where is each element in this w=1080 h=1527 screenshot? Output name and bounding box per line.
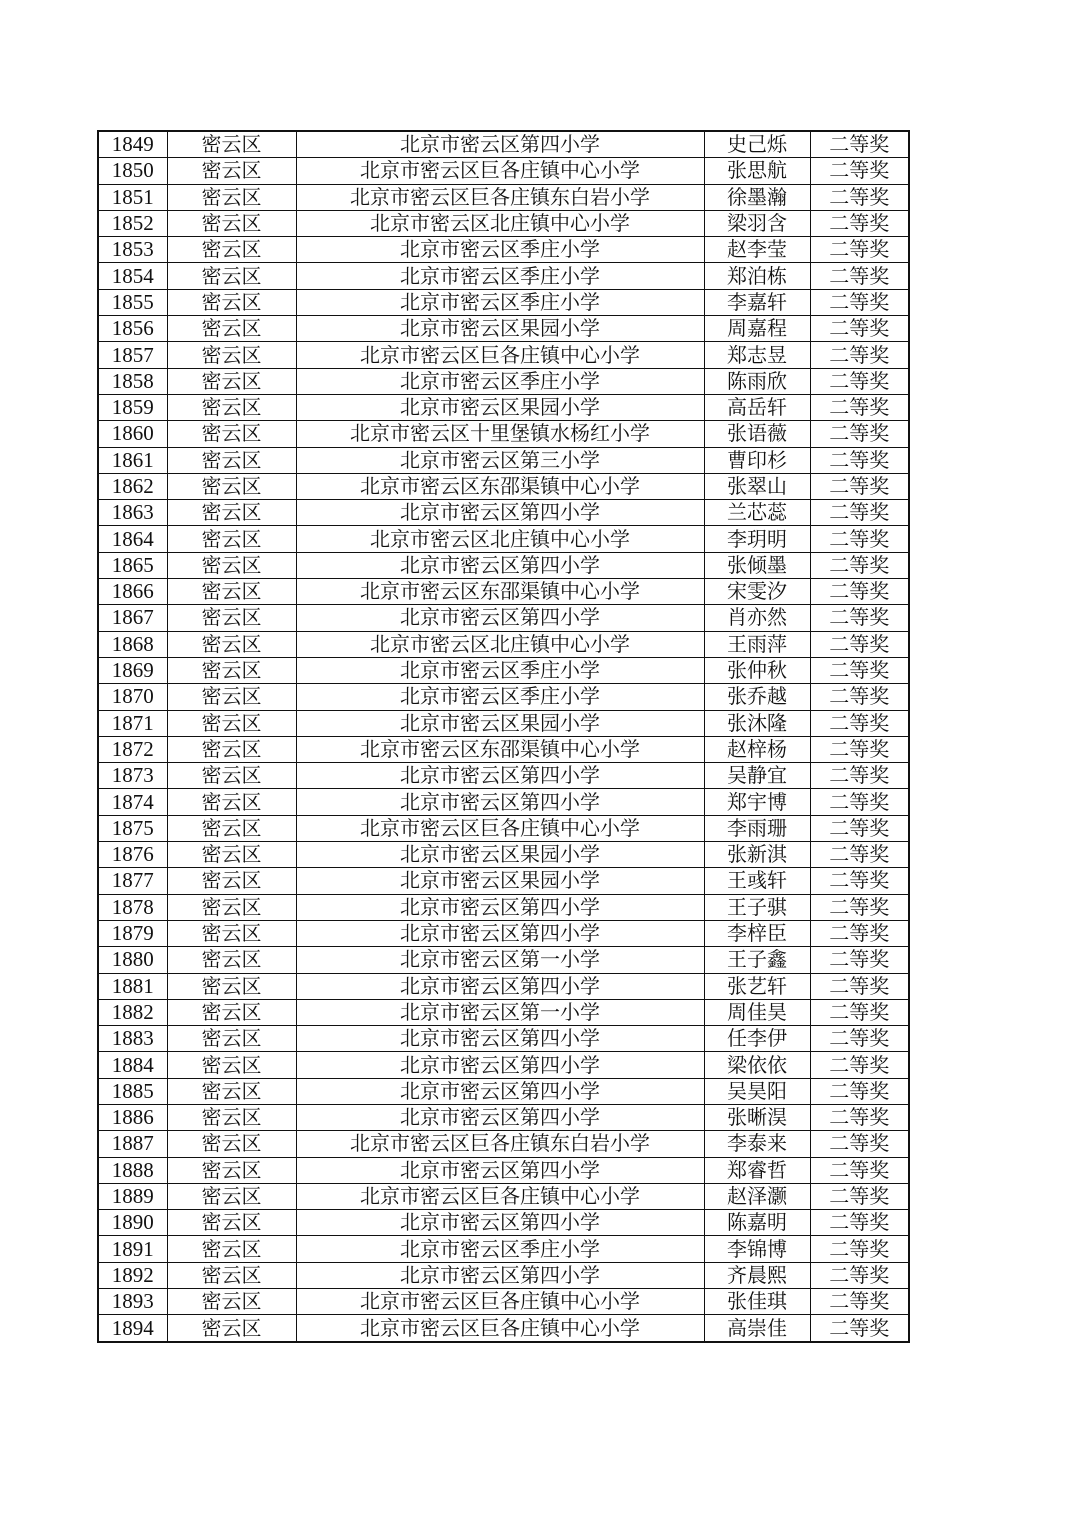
award-level-cell: 二等奖 bbox=[810, 605, 909, 631]
award-level-cell: 二等奖 bbox=[810, 394, 909, 420]
school-cell: 北京市密云区第四小学 bbox=[296, 131, 704, 158]
student-name-cell: 张佳琪 bbox=[704, 1289, 810, 1315]
district-cell: 密云区 bbox=[167, 763, 296, 789]
table-row bbox=[98, 789, 909, 815]
student-name-cell: 高岳轩 bbox=[704, 394, 810, 420]
award-level-cell: 二等奖 bbox=[810, 368, 909, 394]
serial-number-cell: 1891 bbox=[98, 1236, 167, 1262]
district-cell: 密云区 bbox=[167, 158, 296, 184]
serial-number-cell: 1854 bbox=[98, 263, 167, 289]
award-level-cell: 二等奖 bbox=[810, 815, 909, 841]
award-level-cell: 二等奖 bbox=[810, 1157, 909, 1183]
district-cell: 密云区 bbox=[167, 316, 296, 342]
table-row bbox=[98, 131, 909, 158]
serial-number-cell: 1875 bbox=[98, 815, 167, 841]
serial-number-cell: 1851 bbox=[98, 184, 167, 210]
table-row bbox=[98, 1157, 909, 1183]
table-row bbox=[98, 815, 909, 841]
school-cell: 北京市密云区第四小学 bbox=[296, 789, 704, 815]
serial-number-cell: 1871 bbox=[98, 710, 167, 736]
student-name-cell: 郑志昱 bbox=[704, 342, 810, 368]
serial-number-cell: 1893 bbox=[98, 1289, 167, 1315]
award-level-cell: 二等奖 bbox=[810, 684, 909, 710]
table-row bbox=[98, 1183, 909, 1209]
table-row bbox=[98, 500, 909, 526]
school-cell: 北京市密云区巨各庄镇中心小学 bbox=[296, 815, 704, 841]
student-name-cell: 梁依依 bbox=[704, 1052, 810, 1078]
student-name-cell: 肖亦然 bbox=[704, 605, 810, 631]
serial-number-cell: 1879 bbox=[98, 920, 167, 946]
award-level-cell: 二等奖 bbox=[810, 868, 909, 894]
district-cell: 密云区 bbox=[167, 473, 296, 499]
school-cell: 北京市密云区第四小学 bbox=[296, 1157, 704, 1183]
award-level-cell: 二等奖 bbox=[810, 342, 909, 368]
student-name-cell: 梁羽含 bbox=[704, 210, 810, 236]
table-row bbox=[98, 1289, 909, 1315]
award-level-cell: 二等奖 bbox=[810, 158, 909, 184]
award-level-cell: 二等奖 bbox=[810, 1052, 909, 1078]
district-cell: 密云区 bbox=[167, 184, 296, 210]
student-name-cell: 张仲秋 bbox=[704, 657, 810, 683]
serial-number-cell: 1859 bbox=[98, 394, 167, 420]
student-name-cell: 李嘉轩 bbox=[704, 289, 810, 315]
district-cell: 密云区 bbox=[167, 999, 296, 1025]
district-cell: 密云区 bbox=[167, 1052, 296, 1078]
award-level-cell: 二等奖 bbox=[810, 263, 909, 289]
table-row bbox=[98, 1104, 909, 1130]
serial-number-cell: 1887 bbox=[98, 1131, 167, 1157]
district-cell: 密云区 bbox=[167, 920, 296, 946]
student-name-cell: 张沐隆 bbox=[704, 710, 810, 736]
serial-number-cell: 1861 bbox=[98, 447, 167, 473]
student-name-cell: 张翠山 bbox=[704, 473, 810, 499]
award-level-cell: 二等奖 bbox=[810, 763, 909, 789]
award-level-cell: 二等奖 bbox=[810, 920, 909, 946]
table-row bbox=[98, 999, 909, 1025]
serial-number-cell: 1892 bbox=[98, 1262, 167, 1288]
school-cell: 北京市密云区季庄小学 bbox=[296, 263, 704, 289]
district-cell: 密云区 bbox=[167, 1183, 296, 1209]
school-cell: 北京市密云区北庄镇中心小学 bbox=[296, 210, 704, 236]
table-row bbox=[98, 684, 909, 710]
award-level-cell: 二等奖 bbox=[810, 999, 909, 1025]
serial-number-cell: 1858 bbox=[98, 368, 167, 394]
student-name-cell: 齐晨熙 bbox=[704, 1262, 810, 1288]
school-cell: 北京市密云区第四小学 bbox=[296, 973, 704, 999]
school-cell: 北京市密云区果园小学 bbox=[296, 710, 704, 736]
table-row bbox=[98, 763, 909, 789]
student-name-cell: 王雨萍 bbox=[704, 631, 810, 657]
district-cell: 密云区 bbox=[167, 579, 296, 605]
award-level-cell: 二等奖 bbox=[810, 289, 909, 315]
student-name-cell: 王子骐 bbox=[704, 894, 810, 920]
student-name-cell: 陈雨欣 bbox=[704, 368, 810, 394]
school-cell: 北京市密云区第四小学 bbox=[296, 1078, 704, 1104]
table-row bbox=[98, 947, 909, 973]
serial-number-cell: 1864 bbox=[98, 526, 167, 552]
district-cell: 密云区 bbox=[167, 552, 296, 578]
table-row bbox=[98, 210, 909, 236]
district-cell: 密云区 bbox=[167, 631, 296, 657]
district-cell: 密云区 bbox=[167, 815, 296, 841]
award-level-cell: 二等奖 bbox=[810, 210, 909, 236]
serial-number-cell: 1850 bbox=[98, 158, 167, 184]
serial-number-cell: 1860 bbox=[98, 421, 167, 447]
district-cell: 密云区 bbox=[167, 500, 296, 526]
student-name-cell: 宋雯汐 bbox=[704, 579, 810, 605]
district-cell: 密云区 bbox=[167, 1289, 296, 1315]
award-list-body bbox=[98, 131, 909, 1342]
table-row bbox=[98, 973, 909, 999]
serial-number-cell: 1865 bbox=[98, 552, 167, 578]
award-level-cell: 二等奖 bbox=[810, 1078, 909, 1104]
school-cell: 北京市密云区果园小学 bbox=[296, 842, 704, 868]
student-name-cell: 赵李莹 bbox=[704, 237, 810, 263]
award-level-cell: 二等奖 bbox=[810, 1236, 909, 1262]
table-row bbox=[98, 842, 909, 868]
award-level-cell: 二等奖 bbox=[810, 131, 909, 158]
school-cell: 北京市密云区巨各庄镇中心小学 bbox=[296, 1183, 704, 1209]
table-row bbox=[98, 421, 909, 447]
serial-number-cell: 1884 bbox=[98, 1052, 167, 1078]
table-row bbox=[98, 579, 909, 605]
student-name-cell: 史己烁 bbox=[704, 131, 810, 158]
student-name-cell: 曹印杉 bbox=[704, 447, 810, 473]
student-name-cell: 郑宇博 bbox=[704, 789, 810, 815]
table-row bbox=[98, 605, 909, 631]
table-row bbox=[98, 237, 909, 263]
table-row bbox=[98, 868, 909, 894]
award-level-cell: 二等奖 bbox=[810, 1131, 909, 1157]
award-level-cell: 二等奖 bbox=[810, 657, 909, 683]
award-level-cell: 二等奖 bbox=[810, 631, 909, 657]
school-cell: 北京市密云区第四小学 bbox=[296, 1210, 704, 1236]
student-name-cell: 高崇佳 bbox=[704, 1315, 810, 1342]
serial-number-cell: 1876 bbox=[98, 842, 167, 868]
table-row bbox=[98, 394, 909, 420]
award-level-cell: 二等奖 bbox=[810, 237, 909, 263]
student-name-cell: 郑睿哲 bbox=[704, 1157, 810, 1183]
school-cell: 北京市密云区第一小学 bbox=[296, 999, 704, 1025]
serial-number-cell: 1880 bbox=[98, 947, 167, 973]
student-name-cell: 任李伊 bbox=[704, 1026, 810, 1052]
school-cell: 北京市密云区季庄小学 bbox=[296, 368, 704, 394]
school-cell: 北京市密云区东邵渠镇中心小学 bbox=[296, 473, 704, 499]
student-name-cell: 李泰来 bbox=[704, 1131, 810, 1157]
district-cell: 密云区 bbox=[167, 1315, 296, 1342]
student-name-cell: 周嘉程 bbox=[704, 316, 810, 342]
award-level-cell: 二等奖 bbox=[810, 552, 909, 578]
school-cell: 北京市密云区季庄小学 bbox=[296, 657, 704, 683]
school-cell: 北京市密云区第四小学 bbox=[296, 1104, 704, 1130]
school-cell: 北京市密云区第三小学 bbox=[296, 447, 704, 473]
student-name-cell: 李玥明 bbox=[704, 526, 810, 552]
serial-number-cell: 1886 bbox=[98, 1104, 167, 1130]
table-row bbox=[98, 657, 909, 683]
table-row bbox=[98, 447, 909, 473]
district-cell: 密云区 bbox=[167, 526, 296, 552]
serial-number-cell: 1867 bbox=[98, 605, 167, 631]
serial-number-cell: 1882 bbox=[98, 999, 167, 1025]
table-row bbox=[98, 710, 909, 736]
award-list-table bbox=[97, 130, 910, 1343]
table-row bbox=[98, 1131, 909, 1157]
table-row bbox=[98, 316, 909, 342]
district-cell: 密云区 bbox=[167, 842, 296, 868]
serial-number-cell: 1873 bbox=[98, 763, 167, 789]
student-name-cell: 李梓臣 bbox=[704, 920, 810, 946]
serial-number-cell: 1888 bbox=[98, 1157, 167, 1183]
student-name-cell: 张乔越 bbox=[704, 684, 810, 710]
district-cell: 密云区 bbox=[167, 368, 296, 394]
award-level-cell: 二等奖 bbox=[810, 1210, 909, 1236]
district-cell: 密云区 bbox=[167, 973, 296, 999]
award-level-cell: 二等奖 bbox=[810, 710, 909, 736]
student-name-cell: 张语薇 bbox=[704, 421, 810, 447]
award-level-cell: 二等奖 bbox=[810, 1183, 909, 1209]
district-cell: 密云区 bbox=[167, 447, 296, 473]
district-cell: 密云区 bbox=[167, 421, 296, 447]
serial-number-cell: 1881 bbox=[98, 973, 167, 999]
student-name-cell: 李锦博 bbox=[704, 1236, 810, 1262]
school-cell: 北京市密云区季庄小学 bbox=[296, 289, 704, 315]
school-cell: 北京市密云区果园小学 bbox=[296, 394, 704, 420]
student-name-cell: 徐墨瀚 bbox=[704, 184, 810, 210]
serial-number-cell: 1868 bbox=[98, 631, 167, 657]
district-cell: 密云区 bbox=[167, 210, 296, 236]
school-cell: 北京市密云区北庄镇中心小学 bbox=[296, 631, 704, 657]
serial-number-cell: 1866 bbox=[98, 579, 167, 605]
school-cell: 北京市密云区季庄小学 bbox=[296, 237, 704, 263]
award-level-cell: 二等奖 bbox=[810, 1315, 909, 1342]
award-level-cell: 二等奖 bbox=[810, 1104, 909, 1130]
award-level-cell: 二等奖 bbox=[810, 1262, 909, 1288]
district-cell: 密云区 bbox=[167, 684, 296, 710]
district-cell: 密云区 bbox=[167, 263, 296, 289]
school-cell: 北京市密云区东邵渠镇中心小学 bbox=[296, 579, 704, 605]
award-level-cell: 二等奖 bbox=[810, 473, 909, 499]
student-name-cell: 张艺轩 bbox=[704, 973, 810, 999]
table-row bbox=[98, 1078, 909, 1104]
award-level-cell: 二等奖 bbox=[810, 947, 909, 973]
district-cell: 密云区 bbox=[167, 1104, 296, 1130]
school-cell: 北京市密云区巨各庄镇东白岩小学 bbox=[296, 1131, 704, 1157]
school-cell: 北京市密云区第四小学 bbox=[296, 920, 704, 946]
school-cell: 北京市密云区第四小学 bbox=[296, 1026, 704, 1052]
award-level-cell: 二等奖 bbox=[810, 526, 909, 552]
student-name-cell: 李雨珊 bbox=[704, 815, 810, 841]
student-name-cell: 张新淇 bbox=[704, 842, 810, 868]
award-level-cell: 二等奖 bbox=[810, 789, 909, 815]
table-row bbox=[98, 552, 909, 578]
table-row bbox=[98, 1026, 909, 1052]
student-name-cell: 兰芯蕊 bbox=[704, 500, 810, 526]
school-cell: 北京市密云区季庄小学 bbox=[296, 684, 704, 710]
school-cell: 北京市密云区巨各庄镇中心小学 bbox=[296, 1289, 704, 1315]
serial-number-cell: 1855 bbox=[98, 289, 167, 315]
district-cell: 密云区 bbox=[167, 1210, 296, 1236]
serial-number-cell: 1849 bbox=[98, 131, 167, 158]
serial-number-cell: 1857 bbox=[98, 342, 167, 368]
serial-number-cell: 1870 bbox=[98, 684, 167, 710]
award-level-cell: 二等奖 bbox=[810, 447, 909, 473]
serial-number-cell: 1874 bbox=[98, 789, 167, 815]
school-cell: 北京市密云区第四小学 bbox=[296, 552, 704, 578]
student-name-cell: 郑泊栋 bbox=[704, 263, 810, 289]
serial-number-cell: 1890 bbox=[98, 1210, 167, 1236]
district-cell: 密云区 bbox=[167, 1236, 296, 1262]
student-name-cell: 周佳昊 bbox=[704, 999, 810, 1025]
serial-number-cell: 1863 bbox=[98, 500, 167, 526]
school-cell: 北京市密云区第一小学 bbox=[296, 947, 704, 973]
table-row bbox=[98, 289, 909, 315]
district-cell: 密云区 bbox=[167, 894, 296, 920]
student-name-cell: 吴昊阳 bbox=[704, 1078, 810, 1104]
student-name-cell: 赵梓杨 bbox=[704, 736, 810, 762]
table-row bbox=[98, 1052, 909, 1078]
table-row bbox=[98, 1210, 909, 1236]
student-name-cell: 张晰淏 bbox=[704, 1104, 810, 1130]
table-row bbox=[98, 184, 909, 210]
student-name-cell: 王彧轩 bbox=[704, 868, 810, 894]
district-cell: 密云区 bbox=[167, 657, 296, 683]
school-cell: 北京市密云区第四小学 bbox=[296, 894, 704, 920]
award-level-cell: 二等奖 bbox=[810, 1289, 909, 1315]
table-row bbox=[98, 473, 909, 499]
table-row bbox=[98, 342, 909, 368]
district-cell: 密云区 bbox=[167, 342, 296, 368]
award-level-cell: 二等奖 bbox=[810, 973, 909, 999]
school-cell: 北京市密云区果园小学 bbox=[296, 868, 704, 894]
table-row bbox=[98, 368, 909, 394]
school-cell: 北京市密云区巨各庄镇中心小学 bbox=[296, 158, 704, 184]
student-name-cell: 吴静宜 bbox=[704, 763, 810, 789]
table-row bbox=[98, 263, 909, 289]
school-cell: 北京市密云区第四小学 bbox=[296, 1052, 704, 1078]
table-row bbox=[98, 1315, 909, 1342]
district-cell: 密云区 bbox=[167, 1078, 296, 1104]
award-level-cell: 二等奖 bbox=[810, 184, 909, 210]
school-cell: 北京市密云区果园小学 bbox=[296, 316, 704, 342]
student-name-cell: 赵泽灏 bbox=[704, 1183, 810, 1209]
serial-number-cell: 1877 bbox=[98, 868, 167, 894]
school-cell: 北京市密云区东邵渠镇中心小学 bbox=[296, 736, 704, 762]
school-cell: 北京市密云区巨各庄镇中心小学 bbox=[296, 1315, 704, 1342]
table-row bbox=[98, 894, 909, 920]
serial-number-cell: 1878 bbox=[98, 894, 167, 920]
school-cell: 北京市密云区巨各庄镇东白岩小学 bbox=[296, 184, 704, 210]
serial-number-cell: 1889 bbox=[98, 1183, 167, 1209]
award-level-cell: 二等奖 bbox=[810, 421, 909, 447]
award-level-cell: 二等奖 bbox=[810, 579, 909, 605]
serial-number-cell: 1885 bbox=[98, 1078, 167, 1104]
serial-number-cell: 1872 bbox=[98, 736, 167, 762]
table-row bbox=[98, 1236, 909, 1262]
award-level-cell: 二等奖 bbox=[810, 1026, 909, 1052]
school-cell: 北京市密云区第四小学 bbox=[296, 605, 704, 631]
school-cell: 北京市密云区季庄小学 bbox=[296, 1236, 704, 1262]
district-cell: 密云区 bbox=[167, 1026, 296, 1052]
table-row bbox=[98, 736, 909, 762]
school-cell: 北京市密云区第四小学 bbox=[296, 500, 704, 526]
school-cell: 北京市密云区第四小学 bbox=[296, 763, 704, 789]
serial-number-cell: 1894 bbox=[98, 1315, 167, 1342]
serial-number-cell: 1852 bbox=[98, 210, 167, 236]
district-cell: 密云区 bbox=[167, 1262, 296, 1288]
serial-number-cell: 1883 bbox=[98, 1026, 167, 1052]
district-cell: 密云区 bbox=[167, 394, 296, 420]
table-row bbox=[98, 158, 909, 184]
table-row bbox=[98, 526, 909, 552]
school-cell: 北京市密云区第四小学 bbox=[296, 1262, 704, 1288]
school-cell: 北京市密云区十里堡镇水杨红小学 bbox=[296, 421, 704, 447]
table-row bbox=[98, 631, 909, 657]
district-cell: 密云区 bbox=[167, 131, 296, 158]
district-cell: 密云区 bbox=[167, 710, 296, 736]
award-level-cell: 二等奖 bbox=[810, 894, 909, 920]
school-cell: 北京市密云区北庄镇中心小学 bbox=[296, 526, 704, 552]
district-cell: 密云区 bbox=[167, 1157, 296, 1183]
district-cell: 密云区 bbox=[167, 1131, 296, 1157]
district-cell: 密云区 bbox=[167, 947, 296, 973]
student-name-cell: 陈嘉明 bbox=[704, 1210, 810, 1236]
serial-number-cell: 1853 bbox=[98, 237, 167, 263]
district-cell: 密云区 bbox=[167, 868, 296, 894]
serial-number-cell: 1869 bbox=[98, 657, 167, 683]
district-cell: 密云区 bbox=[167, 789, 296, 815]
table-row bbox=[98, 920, 909, 946]
district-cell: 密云区 bbox=[167, 605, 296, 631]
award-level-cell: 二等奖 bbox=[810, 842, 909, 868]
student-name-cell: 王子鑫 bbox=[704, 947, 810, 973]
award-level-cell: 二等奖 bbox=[810, 736, 909, 762]
student-name-cell: 张思航 bbox=[704, 158, 810, 184]
award-level-cell: 二等奖 bbox=[810, 316, 909, 342]
district-cell: 密云区 bbox=[167, 736, 296, 762]
school-cell: 北京市密云区巨各庄镇中心小学 bbox=[296, 342, 704, 368]
award-level-cell: 二等奖 bbox=[810, 500, 909, 526]
serial-number-cell: 1856 bbox=[98, 316, 167, 342]
student-name-cell: 张倾墨 bbox=[704, 552, 810, 578]
serial-number-cell: 1862 bbox=[98, 473, 167, 499]
district-cell: 密云区 bbox=[167, 237, 296, 263]
district-cell: 密云区 bbox=[167, 289, 296, 315]
table-row bbox=[98, 1262, 909, 1288]
